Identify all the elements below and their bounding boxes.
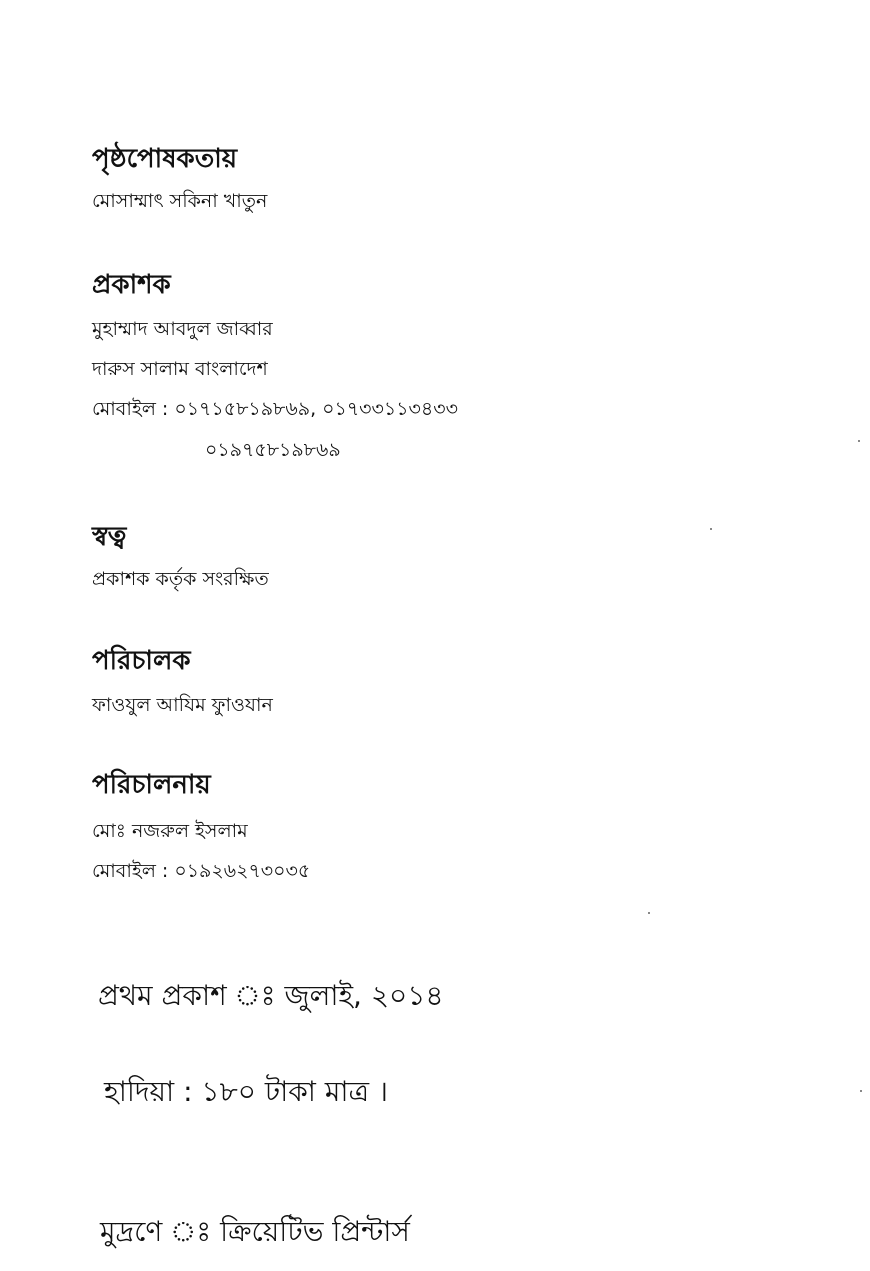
- publisher-org: দারুস সালাম বাংলাদেশ: [92, 358, 268, 380]
- publisher-mobile: মোবাইল : ০১৭১৫৮১৯৮৬৯, ০১৭৩৩১১৩৪৩৩: [92, 398, 458, 420]
- price: হাদিয়া : ১৮০ টাকা মাত্র ।: [104, 1075, 388, 1108]
- sponsor-heading: পৃষ্ঠপোষকতায়: [92, 144, 238, 174]
- management-mobile: মোবাইল : ০১৯২৬২৭৩০৩৫: [92, 860, 311, 882]
- scan-speck: [858, 440, 860, 442]
- scan-speck: [860, 1090, 862, 1092]
- copyright-text: প্রকাশক কর্তৃক সংরক্ষিত: [92, 568, 269, 590]
- management-heading: পরিচালনায়: [92, 770, 211, 800]
- director-name: ফাওযুল আযিম ফাুওযান: [92, 694, 273, 716]
- scan-speck: [710, 528, 712, 530]
- management-name: মোঃ নজরুল ইসলাম: [92, 820, 248, 842]
- copyright-heading: স্বত্ব: [92, 522, 127, 552]
- publisher-name: মুহাম্মাদ আবদুল জাব্বার: [92, 318, 273, 340]
- director-heading: পরিচালক: [92, 646, 191, 676]
- sponsor-name: মোসাম্মাৎ সকিনা খাতুন: [92, 190, 268, 212]
- publisher-mobile-extra: ০১৯৭৫৮১৯৮৬৯: [205, 439, 341, 461]
- publisher-heading: প্রকাশক: [92, 270, 171, 300]
- first-edition: প্রথম প্রকাশ ঃ জুলাই, ২০১৪: [98, 979, 444, 1012]
- printer: মুদ্রণে ঃ ক্রিয়েটিভ প্রিন্টার্স: [100, 1215, 410, 1248]
- scan-speck: [648, 912, 650, 914]
